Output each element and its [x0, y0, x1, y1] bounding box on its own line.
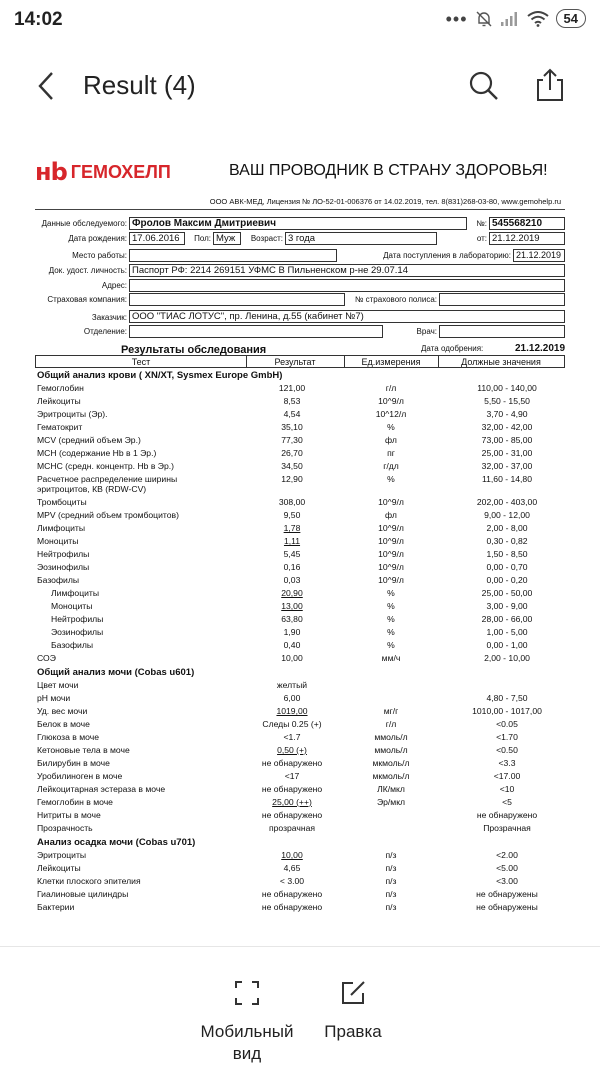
test-result: [245, 383, 339, 393]
test-name: Нитриты в моче: [37, 810, 101, 820]
from-date: 21.12.2019: [489, 232, 565, 245]
test-name: Глюкоза в моче: [37, 732, 99, 742]
mobile-view-label: Мобильный вид: [200, 1022, 294, 1063]
work-value: [129, 249, 337, 262]
column-test: Тест: [131, 357, 151, 367]
test-result: [245, 422, 339, 432]
test-unit: 10^9/л: [378, 536, 404, 546]
test-unit: %: [387, 601, 395, 611]
table-row: [33, 421, 569, 434]
test-unit: 10^9/л: [378, 497, 404, 507]
test-unit: мкмоль/л: [372, 758, 410, 768]
test-name: Эритроциты (Эр).: [37, 409, 108, 419]
result-value: 63,80: [281, 614, 303, 624]
reference-range: 2,00 - 10,00: [484, 653, 530, 663]
test-result: [245, 653, 339, 663]
reference-range: <10: [499, 784, 515, 794]
test-result: [245, 876, 339, 886]
id-label: Док. удост. личность:: [48, 266, 127, 275]
table-row: [33, 561, 569, 574]
test-result: [245, 758, 339, 768]
table-row: [33, 600, 569, 613]
reference-range: 3,70 - 4,90: [486, 409, 528, 419]
test-unit: п/з: [385, 850, 397, 860]
test-result: [245, 810, 339, 820]
table-row: [33, 522, 569, 535]
more-notifications-icon: •••: [445, 8, 468, 29]
table-row: [33, 535, 569, 548]
test-name: СОЭ: [37, 653, 56, 663]
result-value: 308,00: [278, 497, 306, 507]
test-unit: ммоль/л: [374, 732, 408, 742]
flagged-result-value: 25,00 (++): [272, 797, 312, 807]
test-result: [245, 536, 339, 546]
test-unit: Эр/мкл: [376, 797, 406, 807]
reference-range: 28,00 - 66,00: [481, 614, 533, 624]
reference-range: <1.70: [496, 732, 518, 742]
logo-text: ГЕМОХЕЛП: [70, 161, 171, 182]
reference-range: 25,00 - 50,00: [481, 588, 533, 598]
test-unit: пг: [387, 448, 395, 458]
table-row: [33, 587, 569, 600]
test-name: Лейкоциты: [37, 396, 81, 406]
lab-logo: [35, 157, 171, 187]
test-name: Цвет мочи: [37, 680, 79, 690]
test-name: Базофилы: [51, 640, 94, 650]
reference-range: не обнаружены: [476, 902, 538, 912]
table-row: [33, 718, 569, 731]
signal-icon: [500, 11, 520, 27]
policy-value: [439, 293, 565, 306]
test-result: [245, 784, 339, 794]
table-row: [33, 809, 569, 822]
result-value: желтый: [276, 680, 308, 690]
battery-level: 54: [556, 9, 586, 28]
table-row: [33, 652, 569, 665]
table-row: [33, 496, 569, 509]
reference-range: 0,00 - 0,20: [486, 575, 528, 585]
test-result: [245, 497, 339, 507]
reference-range: <2.00: [496, 850, 518, 860]
status-time: 14:02: [14, 9, 63, 30]
search-button[interactable]: [466, 68, 502, 104]
test-unit: п/з: [385, 863, 397, 873]
result-value: 26,70: [281, 448, 303, 458]
address-label: Адрес:: [101, 281, 127, 290]
table-row: [33, 875, 569, 888]
section-title: Общий анализ крови ( XN/XT, Sysmex Europe GmbH): [37, 370, 283, 381]
doctor-value: [439, 325, 565, 338]
doctor-label: Врач:: [416, 327, 437, 336]
test-name: Гемоглобин: [37, 383, 84, 393]
order-number: 545568210: [489, 217, 565, 230]
table-row: [33, 692, 569, 705]
test-unit: %: [387, 627, 395, 637]
status-bar: [0, 0, 600, 40]
reference-range: <17.00: [493, 771, 521, 781]
test-unit: г/л: [385, 383, 397, 393]
approval-label: Дата одобрения:: [421, 344, 484, 353]
section-title: Анализ осадка мочи (Cobas u701): [37, 837, 196, 848]
test-unit: %: [387, 640, 395, 650]
dob-label: Дата рождения:: [68, 234, 127, 243]
test-result: [245, 575, 339, 585]
test-unit: ммоль/л: [374, 745, 408, 755]
result-value: прозрачная: [268, 823, 316, 833]
result-value: не обнаружено: [261, 889, 323, 899]
reference-range: 1,00 - 5,00: [486, 627, 528, 637]
section-header: [33, 665, 569, 679]
table-row: [33, 382, 569, 395]
test-result: [245, 745, 339, 755]
search-icon: [466, 68, 502, 104]
edit-icon: [339, 979, 367, 1007]
result-value: 12,90: [281, 474, 303, 484]
test-name: Расчетное распределение ширины эритроцитов, КВ (RDW-CV): [37, 474, 178, 494]
table-row: [33, 901, 569, 914]
flagged-result-value: 13,00: [281, 601, 303, 611]
back-arrow-icon: [30, 66, 66, 106]
test-name: Уробилиноген в моче: [37, 771, 123, 781]
test-name: Эозинофилы: [51, 627, 104, 637]
result-value: 77,30: [281, 435, 303, 445]
table-row: [33, 574, 569, 587]
result-value: <17: [284, 771, 300, 781]
license-line: ООО АВК-МЕД, Лицензия № ЛО-52-01-006376 от 14.02.2019, тел. 8(831)268-03-80, www.gemohelp.ru: [209, 197, 561, 206]
mobile-view-button[interactable]: [190, 979, 304, 1065]
table-row: [33, 434, 569, 447]
reference-range: <5: [502, 797, 512, 807]
test-name: Кетоновые тела в моче: [37, 745, 130, 755]
id-value: Паспорт РФ: 2214 269151 УФМС В Пильненском р-не 29.07.14: [129, 264, 565, 277]
test-unit: фл: [385, 510, 397, 520]
test-result: [245, 474, 339, 484]
test-result: [245, 409, 339, 419]
address-value: [129, 279, 565, 292]
results-title: Результаты обследования: [121, 344, 267, 356]
lab-date-label: Дата поступления в лабораторию:: [383, 251, 511, 260]
result-value: не обнаружено: [261, 758, 323, 768]
reference-range: <0.05: [496, 719, 518, 729]
reference-range: не обнаружены: [476, 889, 538, 899]
test-name: Базофилы: [37, 575, 80, 585]
table-row: [33, 626, 569, 639]
result-value: 121,00: [278, 383, 306, 393]
test-result: [245, 771, 339, 781]
department-value: [129, 325, 383, 338]
number-label: №:: [476, 219, 487, 228]
table-row: [33, 679, 569, 692]
reference-range: 0,30 - 0,82: [486, 536, 528, 546]
test-name: Билирубин в моче: [37, 758, 110, 768]
reference-range: 32,00 - 37,00: [481, 461, 533, 471]
table-row: [33, 744, 569, 757]
age-value: 3 года: [285, 232, 437, 245]
section-header: [33, 368, 569, 382]
policy-label: № страхового полиса:: [354, 295, 437, 304]
test-unit: %: [387, 474, 395, 484]
test-name: Лейкоцитарная эстераза в моче: [37, 784, 166, 794]
test-unit: мг/г: [383, 706, 399, 716]
flagged-result-value: 0,50 (+): [277, 745, 307, 755]
table-row: [33, 395, 569, 408]
result-value: 35,10: [281, 422, 303, 432]
back-button[interactable]: [30, 66, 66, 106]
share-button[interactable]: [532, 66, 568, 104]
test-result: [245, 902, 339, 912]
table-row: [33, 796, 569, 809]
flagged-result-value: 10,00: [281, 850, 303, 860]
reference-range: 11,60 - 14,80: [481, 474, 532, 484]
test-result: [245, 510, 339, 520]
test-result: [245, 850, 339, 860]
logo-mark: нb: [35, 158, 67, 186]
sex-value: Муж: [213, 232, 241, 245]
test-result: [245, 523, 339, 533]
test-name: Нейтрофилы: [37, 549, 90, 559]
app-bar: [0, 40, 600, 130]
test-unit: 10^9/л: [378, 575, 404, 585]
test-unit: 10^12/л: [375, 409, 407, 419]
test-name: MCV (средний объем Эр.): [37, 435, 141, 445]
test-result: [245, 562, 339, 572]
test-unit: 10^9/л: [378, 396, 404, 406]
test-name: Белок в моче: [37, 719, 90, 729]
test-name: Клетки плоского эпителия: [37, 876, 141, 886]
status-icons: [446, 9, 586, 28]
result-value: 8,53: [283, 396, 301, 406]
table-row: [33, 822, 569, 835]
result-value: 5,45: [283, 549, 301, 559]
test-result: [245, 588, 339, 598]
reference-range: <5.00: [496, 863, 518, 873]
test-name: MCH (содержание Hb в 1 Эр.): [37, 448, 157, 458]
result-value: 34,50: [281, 461, 303, 471]
flagged-result-value: 1,78: [283, 523, 301, 533]
sex-label: Пол:: [194, 234, 211, 243]
test-name: pH мочи: [37, 693, 71, 703]
reference-range: 32,00 - 42,00: [481, 422, 533, 432]
test-name: Тромбоциты: [37, 497, 87, 507]
test-result: [245, 627, 339, 637]
dob-value: 17.06.2016: [129, 232, 185, 245]
test-unit: 10^9/л: [378, 562, 404, 572]
reference-range: 2,00 - 8,00: [486, 523, 528, 533]
result-value: <1.7: [283, 732, 301, 742]
test-unit: фл: [385, 435, 397, 445]
reference-range: 9,00 - 12,00: [484, 510, 530, 520]
test-unit: %: [387, 614, 395, 624]
test-result: [245, 435, 339, 445]
test-unit: мм/ч: [381, 653, 401, 663]
table-row: [33, 849, 569, 862]
reference-range: 5,50 - 15,50: [484, 396, 530, 406]
customer-value: ООО "ТИАС ЛОТУС", пр. Ленина, д.55 (кабинет №7): [129, 310, 565, 323]
test-name: MPV (средний объем тромбоцитов): [37, 510, 179, 520]
table-row: [33, 705, 569, 718]
reference-range: <0.50: [496, 745, 518, 755]
lab-report-document: [33, 150, 569, 930]
section-header: [33, 835, 569, 849]
test-name: Эозинофилы: [37, 562, 90, 572]
table-row: [33, 862, 569, 875]
test-name: Уд. вес мочи: [37, 706, 88, 716]
reference-range: не обнаружено: [476, 810, 538, 820]
result-value: 4,54: [283, 409, 301, 419]
test-name: Лимфоциты: [51, 588, 100, 598]
column-result: Результат: [274, 357, 316, 367]
test-name: Прозрачность: [37, 823, 93, 833]
reference-range: 202,00 - 403,00: [476, 497, 538, 507]
test-name: Эритроциты: [37, 850, 87, 860]
reference-range: 3,00 - 9,00: [486, 601, 528, 611]
test-unit: %: [387, 588, 395, 598]
wifi-icon: [527, 11, 549, 27]
test-result: [245, 601, 339, 611]
table-row: [33, 639, 569, 652]
table-row: [33, 783, 569, 796]
insurer-value: [129, 293, 345, 306]
result-value: Следы 0.25 (+): [262, 719, 322, 729]
test-unit: п/з: [385, 876, 397, 886]
test-unit: %: [387, 422, 395, 432]
test-name: Моноциты: [51, 601, 93, 611]
table-row: [33, 447, 569, 460]
test-unit: п/з: [385, 902, 397, 912]
reference-range: Прозрачная: [483, 823, 531, 833]
bottom-toolbar: [0, 946, 600, 1066]
work-label: Место работы:: [72, 251, 127, 260]
table-row: [33, 509, 569, 522]
section-title: Общий анализ мочи (Cobas u601): [37, 667, 195, 678]
approval-date: 21.12.2019: [515, 343, 566, 354]
test-name: Лейкоциты: [37, 863, 81, 873]
result-value: 0,03: [283, 575, 301, 585]
table-row: [33, 548, 569, 561]
department-label: Отделение:: [83, 327, 127, 336]
page-title: Result (4): [83, 70, 196, 100]
patient-name: Фролов Максим Дмитриевич: [129, 217, 467, 230]
test-result: [245, 823, 339, 833]
column-unit: Ед.измерения: [361, 357, 421, 367]
test-result: [245, 732, 339, 742]
fullscreen-icon: [233, 979, 261, 1007]
age-label: Возраст:: [250, 234, 283, 243]
result-value: 9,50: [283, 510, 301, 520]
table-row: [33, 770, 569, 783]
result-value: 6,00: [283, 693, 301, 703]
test-name: Бактерии: [37, 902, 75, 912]
table-row: [33, 731, 569, 744]
test-name: Гематокрит: [37, 422, 83, 432]
table-row: [33, 473, 569, 496]
result-value: < 3.00: [279, 876, 305, 886]
flagged-result-value: 1019,00: [276, 706, 308, 716]
edit-label: Правка: [324, 1022, 382, 1041]
reference-range: 1,50 - 8,50: [486, 549, 528, 559]
results-table-body: [33, 368, 569, 914]
insurer-label: Страховая компания:: [47, 295, 127, 304]
reference-range: 110,00 - 140,00: [477, 383, 537, 393]
test-result: [245, 680, 339, 690]
test-name: MCHC (средн. концентр. Hb в Эр.): [37, 461, 174, 471]
test-unit: ЛК/мкл: [377, 784, 405, 794]
reference-range: <3.3: [498, 758, 516, 768]
test-result: [245, 448, 339, 458]
test-result: [245, 640, 339, 650]
result-value: 4,65: [283, 863, 301, 873]
test-result: [245, 797, 339, 807]
test-unit: г/дл: [383, 461, 399, 471]
table-row: [33, 613, 569, 626]
result-value: не обнаружено: [261, 902, 323, 912]
from-label: от:: [476, 234, 487, 243]
result-value: 1,90: [283, 627, 301, 637]
results-table-header: [35, 355, 565, 368]
test-unit: 10^9/л: [378, 523, 404, 533]
test-name: Гемоглобин в моче: [37, 797, 113, 807]
test-result: [245, 549, 339, 559]
result-value: 0,40: [283, 640, 301, 650]
share-icon: [532, 66, 568, 104]
test-result: [245, 614, 339, 624]
test-result: [245, 719, 339, 729]
test-result: [245, 693, 339, 703]
flagged-result-value: 20,90: [281, 588, 303, 598]
test-result: [245, 863, 339, 873]
table-row: [33, 888, 569, 901]
test-result: [245, 396, 339, 406]
edit-button[interactable]: [313, 979, 393, 1043]
reference-range: 25,00 - 31,00: [481, 448, 533, 458]
column-ref: Должные значения: [461, 357, 541, 367]
customer-label: Заказчик:: [91, 313, 127, 322]
slogan: ВАШ ПРОВОДНИК В СТРАНУ ЗДОРОВЬЯ!: [229, 162, 548, 179]
reference-range: 1010,00 - 1017,00: [472, 706, 542, 716]
result-value: не обнаружено: [261, 810, 323, 820]
test-name: Моноциты: [37, 536, 79, 546]
test-unit: 10^9/л: [378, 549, 404, 559]
result-value: 0,16: [283, 562, 301, 572]
reference-range: 73,00 - 85,00: [481, 435, 533, 445]
table-row: [33, 408, 569, 421]
test-unit: г/л: [385, 719, 397, 729]
test-unit: мкмоль/л: [372, 771, 410, 781]
result-value: не обнаружено: [261, 784, 323, 794]
reference-range: 4,80 - 7,50: [486, 693, 528, 703]
test-unit: п/з: [385, 889, 397, 899]
result-value: 10,00: [281, 653, 303, 663]
test-result: [245, 706, 339, 716]
table-row: [33, 460, 569, 473]
divider: [35, 209, 565, 210]
reference-range: 0,00 - 1,00: [486, 640, 528, 650]
test-name: Лимфоциты: [37, 523, 86, 533]
test-result: [245, 889, 339, 899]
lab-date: 21.12.2019: [513, 249, 565, 262]
test-name: Гиалиновые цилиндры: [37, 889, 129, 899]
test-name: Нейтрофилы: [51, 614, 104, 624]
name-label: Данные обследуемого:: [41, 219, 127, 228]
table-row: [33, 757, 569, 770]
reference-range: <3.00: [496, 876, 518, 886]
flagged-result-value: 1,11: [283, 536, 301, 546]
mute-bell-icon: [475, 10, 493, 28]
test-result: [245, 461, 339, 471]
reference-range: 0,00 - 0,70: [486, 562, 528, 572]
